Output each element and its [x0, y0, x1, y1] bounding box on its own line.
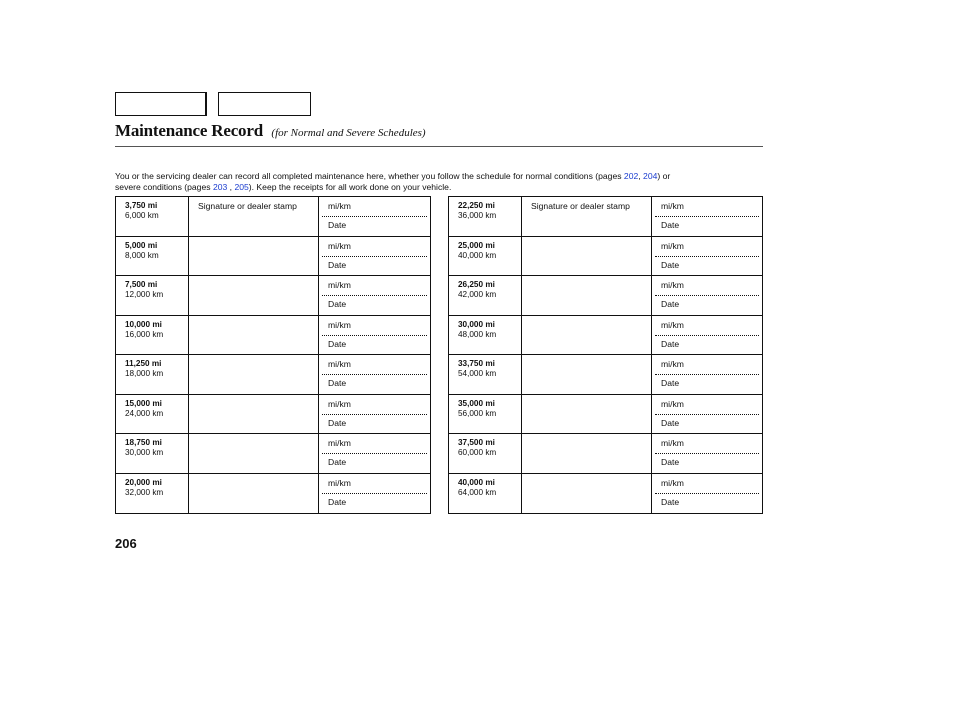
- date-label: Date: [661, 417, 680, 428]
- mikm-label: mi/km: [661, 201, 684, 211]
- signature-cell[interactable]: [189, 355, 319, 394]
- record-row: [116, 276, 430, 316]
- mileage-mi: 22,250 mi: [458, 201, 495, 210]
- date-label: Date: [661, 220, 680, 230]
- signature-cell[interactable]: [522, 474, 652, 514]
- mileage-cell: [116, 395, 189, 434]
- signature-cell[interactable]: [522, 197, 652, 236]
- dotted-divider: [322, 295, 427, 296]
- mileage-km: 16,000 km: [125, 329, 164, 339]
- date-label: Date: [328, 378, 347, 388]
- mileage-km: 56,000 km: [458, 408, 497, 418]
- mileage-km: 64,000 km: [458, 487, 497, 497]
- date-label: Date: [328, 417, 347, 428]
- record-row: [449, 474, 762, 514]
- signature-cell[interactable]: [522, 434, 652, 473]
- mileage-km: 12,000 km: [125, 290, 164, 299]
- mikm-label: mi/km: [661, 359, 684, 369]
- dotted-divider: [655, 295, 759, 296]
- mileage-cell: [116, 276, 189, 315]
- dotted-divider: [322, 453, 427, 454]
- dotted-divider: [655, 256, 759, 257]
- record-cell[interactable]: [652, 316, 762, 355]
- record-row: [116, 355, 430, 395]
- record-cell[interactable]: [319, 434, 430, 473]
- intro-text-3: severe conditions (pages: [115, 181, 213, 192]
- record-row: [116, 434, 430, 474]
- mikm-label: mi/km: [328, 477, 351, 488]
- record-row: [449, 395, 762, 435]
- header-tab-box-2: [218, 92, 311, 116]
- mileage-cell: [449, 474, 522, 514]
- page-number: 206: [115, 536, 137, 551]
- mileage-cell: [449, 355, 522, 394]
- record-cell[interactable]: [652, 197, 762, 236]
- mileage-km: 18,000 km: [125, 369, 164, 378]
- record-cell[interactable]: [652, 355, 762, 394]
- mileage-cell: [449, 316, 522, 355]
- intro-text-2: ) or: [657, 171, 671, 181]
- mikm-label: mi/km: [328, 398, 351, 409]
- date-label: Date: [328, 220, 347, 230]
- record-cell[interactable]: [652, 237, 762, 276]
- link-page-204[interactable]: 204: [643, 171, 658, 181]
- dotted-divider: [322, 374, 427, 375]
- mileage-km: 24,000 km: [125, 408, 164, 418]
- dotted-divider: [322, 414, 427, 415]
- record-cell[interactable]: [319, 237, 430, 276]
- signature-cell[interactable]: [522, 276, 652, 315]
- intro-sep-1: ,: [638, 171, 644, 181]
- record-cell[interactable]: [652, 474, 762, 514]
- record-cell[interactable]: [319, 316, 430, 355]
- mileage-mi: 26,250 mi: [458, 280, 495, 289]
- mileage-cell: [116, 197, 189, 236]
- section-heading: [115, 121, 426, 141]
- mikm-label: mi/km: [661, 280, 684, 290]
- mikm-label: mi/km: [328, 319, 351, 330]
- signature-cell[interactable]: [189, 316, 319, 355]
- mileage-cell: [449, 276, 522, 315]
- mileage-cell: [116, 474, 189, 514]
- mileage-cell: [116, 316, 189, 355]
- mileage-mi: 33,750 mi: [458, 359, 495, 368]
- signature-cell[interactable]: [189, 276, 319, 315]
- mileage-mi: 10,000 mi: [125, 319, 162, 329]
- signature-cell[interactable]: [522, 316, 652, 355]
- signature-cell[interactable]: [189, 395, 319, 434]
- mikm-label: mi/km: [328, 240, 351, 251]
- record-row: [449, 316, 762, 356]
- date-label: Date: [661, 259, 680, 270]
- intro-text-1: You or the servicing dealer can record all completed maintenance here, whether you follow the schedule for normal conditions (pages: [115, 171, 624, 181]
- date-label: Date: [661, 378, 680, 388]
- record-row: [116, 395, 430, 435]
- mileage-km: 54,000 km: [458, 369, 497, 378]
- record-row: [116, 197, 430, 237]
- mileage-km: 40,000 km: [458, 250, 497, 260]
- mileage-km: 42,000 km: [458, 290, 497, 299]
- record-cell[interactable]: [319, 197, 430, 236]
- record-cell[interactable]: [652, 395, 762, 434]
- signature-cell[interactable]: [189, 474, 319, 514]
- mikm-label: mi/km: [328, 280, 351, 290]
- link-page-202[interactable]: 202: [623, 171, 639, 181]
- mileage-mi: 30,000 mi: [458, 319, 495, 329]
- page-subtitle: (for Normal and Severe Schedules): [271, 127, 426, 139]
- signature-cell[interactable]: [189, 197, 319, 236]
- intro-paragraph: [115, 171, 763, 192]
- mileage-cell: [449, 395, 522, 434]
- dotted-divider: [322, 256, 427, 257]
- mikm-label: mi/km: [328, 359, 351, 369]
- intro-sep-2: ,: [227, 181, 235, 192]
- date-label: Date: [661, 457, 680, 467]
- mikm-label: mi/km: [661, 398, 684, 409]
- mikm-label: mi/km: [661, 438, 684, 448]
- mileage-km: 6,000 km: [125, 211, 159, 220]
- date-label: Date: [328, 338, 347, 349]
- mileage-mi: 7,500 mi: [125, 280, 158, 289]
- mileage-mi: 15,000 mi: [125, 398, 162, 408]
- intro-text-4: ). Keep the receipts for all work done on your vehicle.: [248, 181, 452, 192]
- record-row: [449, 276, 762, 316]
- mileage-km: 32,000 km: [125, 487, 164, 497]
- mileage-mi: 35,000 mi: [458, 398, 495, 408]
- maintenance-table-right: [448, 196, 763, 514]
- record-cell[interactable]: [319, 276, 430, 315]
- signature-label: Signature or dealer stamp: [531, 201, 630, 211]
- mileage-km: 36,000 km: [458, 211, 497, 220]
- record-cell[interactable]: [319, 355, 430, 394]
- dotted-divider: [655, 493, 759, 494]
- dotted-divider: [655, 453, 759, 454]
- record-row: [449, 355, 762, 395]
- dotted-divider: [322, 216, 427, 217]
- signature-cell[interactable]: [189, 237, 319, 276]
- mileage-mi: 3,750 mi: [125, 201, 158, 210]
- record-row: [116, 316, 430, 356]
- mikm-label: mi/km: [661, 319, 684, 330]
- page-title: Maintenance Record: [115, 121, 263, 140]
- date-label: Date: [328, 299, 347, 309]
- signature-label: Signature or dealer stamp: [198, 201, 297, 211]
- mileage-mi: 37,500 mi: [458, 438, 495, 447]
- record-row: [116, 237, 430, 277]
- mileage-mi: 40,000 mi: [458, 477, 495, 487]
- mikm-label: mi/km: [328, 438, 351, 448]
- mileage-cell: [116, 434, 189, 473]
- dotted-divider: [322, 335, 427, 336]
- record-row: [449, 434, 762, 474]
- date-label: Date: [328, 496, 347, 507]
- mileage-cell: [116, 355, 189, 394]
- mileage-cell: [449, 237, 522, 276]
- title-divider: [115, 146, 763, 147]
- mikm-label: mi/km: [328, 201, 351, 211]
- record-cell[interactable]: [319, 395, 430, 434]
- record-row: [449, 197, 762, 237]
- mileage-km: 60,000 km: [458, 448, 497, 457]
- dotted-divider: [655, 335, 759, 336]
- dotted-divider: [655, 374, 759, 375]
- record-row: [449, 237, 762, 277]
- mileage-mi: 20,000 mi: [125, 477, 162, 487]
- record-row: [116, 474, 430, 514]
- date-label: Date: [661, 299, 680, 309]
- mikm-label: mi/km: [661, 240, 684, 251]
- signature-cell[interactable]: [522, 355, 652, 394]
- mileage-km: 8,000 km: [125, 250, 159, 260]
- link-page-205[interactable]: 205: [234, 181, 249, 192]
- date-label: Date: [661, 496, 680, 507]
- mileage-cell: [449, 197, 522, 236]
- date-label: Date: [328, 259, 347, 270]
- mileage-mi: 5,000 mi: [125, 240, 158, 250]
- record-cell[interactable]: [319, 474, 430, 514]
- mileage-km: 48,000 km: [458, 329, 497, 339]
- maintenance-table-left: [115, 196, 431, 514]
- mileage-km: 30,000 km: [125, 448, 164, 457]
- header-tab-box-1: [115, 92, 207, 116]
- mileage-cell: [116, 237, 189, 276]
- signature-cell[interactable]: [522, 237, 652, 276]
- signature-cell[interactable]: [189, 434, 319, 473]
- record-cell[interactable]: [652, 434, 762, 473]
- mikm-label: mi/km: [661, 477, 684, 488]
- signature-cell[interactable]: [522, 395, 652, 434]
- link-page-203[interactable]: 203: [212, 181, 228, 192]
- date-label: Date: [328, 457, 347, 467]
- mileage-mi: 11,250 mi: [125, 359, 162, 368]
- mileage-mi: 25,000 mi: [458, 240, 495, 250]
- mileage-mi: 18,750 mi: [125, 438, 162, 447]
- dotted-divider: [322, 493, 427, 494]
- dotted-divider: [655, 216, 759, 217]
- date-label: Date: [661, 338, 680, 349]
- dotted-divider: [655, 414, 759, 415]
- record-cell[interactable]: [652, 276, 762, 315]
- mileage-cell: [449, 434, 522, 473]
